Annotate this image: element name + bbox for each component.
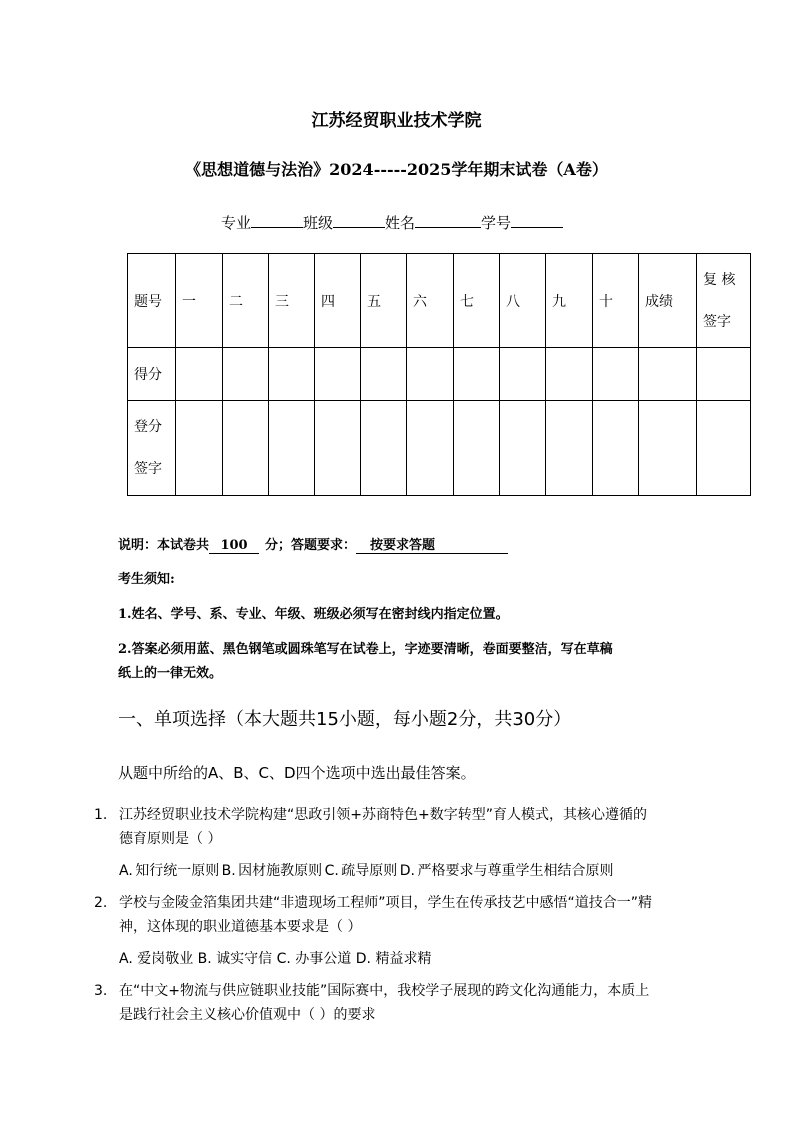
- header-cell: 五: [361, 254, 407, 348]
- rule-1: 1.姓名、学号、系、专业、年级、班级必须写在密封线内指定位置。: [118, 607, 509, 622]
- header-cell: 四: [315, 254, 361, 348]
- score-cell[interactable]: [546, 348, 593, 401]
- school-name: 江苏经贸职业技术学院: [311, 111, 482, 131]
- header-cell: 六: [407, 254, 454, 348]
- student-info-line: [221, 212, 563, 233]
- sign-row: [128, 401, 751, 496]
- question-number: 3.: [94, 983, 108, 999]
- question-options: A. 知行统一原则 B. 因材施教原则 C. 疏导原则 D. 严格要求与尊重学生相结合原则: [119, 863, 614, 879]
- question-text: 在“中文+物流与供应链职业技能”国际赛中，我校学子展现的跨文化沟通能力，本质上: [119, 983, 650, 999]
- header-cell: 三: [269, 254, 315, 348]
- question-number: 2.: [94, 895, 108, 911]
- question-1: [94, 803, 647, 883]
- score-cell[interactable]: [454, 348, 500, 401]
- score-cell[interactable]: [593, 348, 639, 401]
- major-field[interactable]: [251, 213, 303, 228]
- rule-2-cont: 纸上的一律无效。: [118, 666, 223, 681]
- question-text: 德育原则是（ ）: [119, 831, 222, 847]
- sign-label-2: 签字: [134, 461, 162, 477]
- name-field[interactable]: [415, 213, 481, 228]
- score-row: [128, 348, 751, 401]
- sign-label-1: 登分: [134, 419, 162, 435]
- sign-cell[interactable]: [407, 401, 454, 496]
- header-cell: 十: [593, 254, 639, 348]
- sign-cell[interactable]: [697, 401, 751, 496]
- question-options: A. 爱岗敬业 B. 诚实守信 C. 办事公道 D. 精益求精: [119, 951, 432, 967]
- sign-cell[interactable]: [361, 401, 407, 496]
- review-label: 复 核: [703, 271, 736, 288]
- score-cell[interactable]: [269, 348, 315, 401]
- score-row-label: 得分: [128, 348, 176, 401]
- total-prefix: 说明：本试卷共: [118, 538, 210, 553]
- total-score: 100: [209, 538, 259, 554]
- major-label: 专业: [221, 214, 252, 232]
- sign-label: 签字: [703, 313, 731, 330]
- question-3: [94, 979, 649, 1027]
- total-suffix: 分；答题要求：: [265, 538, 357, 553]
- header-cell: 八: [500, 254, 546, 348]
- sign-cell[interactable]: [176, 401, 223, 496]
- question-text: 江苏经贸职业技术学院构建“思政引领+苏商特色+数字转型”育人模式，其核心遵循的: [119, 807, 647, 823]
- question-number: 1.: [94, 807, 108, 823]
- score-cell[interactable]: [500, 348, 546, 401]
- sign-cell[interactable]: [315, 401, 361, 496]
- section-instruction: 从题中所给的A、B、C、D四个选项中选出最佳答案。: [118, 764, 476, 782]
- header-cell: 九: [546, 254, 593, 348]
- question-text: 神，这体现的职业道德基本要求是（ ）: [119, 919, 362, 935]
- sign-cell[interactable]: [546, 401, 593, 496]
- header-cell: 题号: [128, 254, 176, 348]
- score-cell[interactable]: [315, 348, 361, 401]
- sign-cell[interactable]: [639, 401, 697, 496]
- sign-cell[interactable]: [223, 401, 269, 496]
- name-label: 姓名: [385, 214, 416, 232]
- score-cell[interactable]: [361, 348, 407, 401]
- question-text: 是践行社会主义核心价值观中（ ）的要求: [119, 1007, 376, 1023]
- score-cell[interactable]: [697, 348, 751, 401]
- table-header-row: [128, 254, 751, 348]
- header-cell: 一: [176, 254, 223, 348]
- score-cell[interactable]: [176, 348, 223, 401]
- header-cell: 二: [223, 254, 269, 348]
- sign-cell[interactable]: [500, 401, 546, 496]
- class-field[interactable]: [333, 213, 385, 228]
- score-cell[interactable]: [639, 348, 697, 401]
- sign-row-label: [128, 401, 176, 496]
- id-field[interactable]: [511, 213, 563, 228]
- score-table: [127, 253, 751, 496]
- rule-2: 2.答案必须用蓝、黑色钢笔或圆珠笔写在试卷上，字迹要清晰，卷面要整洁，写在草稿: [118, 642, 613, 657]
- class-label: 班级: [303, 214, 334, 232]
- question-2: [94, 891, 652, 971]
- score-cell[interactable]: [407, 348, 454, 401]
- exam-title: 《思想道德与法治》2024-----2025学年期末试卷（A卷）: [185, 160, 608, 179]
- section-title: 一、单项选择（本大题共15小题，每小题2分，共30分）: [118, 709, 572, 730]
- sign-cell[interactable]: [269, 401, 315, 496]
- header-cell: 七: [454, 254, 500, 348]
- notice-title: 考生须知:: [118, 572, 175, 587]
- id-label: 学号: [481, 214, 512, 232]
- question-text: 学校与金陵金箔集团共建“非遗现场工程师”项目，学生在传承技艺中感悟“道技合一”精: [119, 895, 653, 911]
- header-cell-review: [697, 254, 751, 348]
- header-cell: 成绩: [639, 254, 697, 348]
- sign-cell[interactable]: [593, 401, 639, 496]
- answer-requirement: 按要求答题: [356, 534, 508, 554]
- sign-cell[interactable]: [454, 401, 500, 496]
- exam-description: [118, 534, 508, 554]
- score-cell[interactable]: [223, 348, 269, 401]
